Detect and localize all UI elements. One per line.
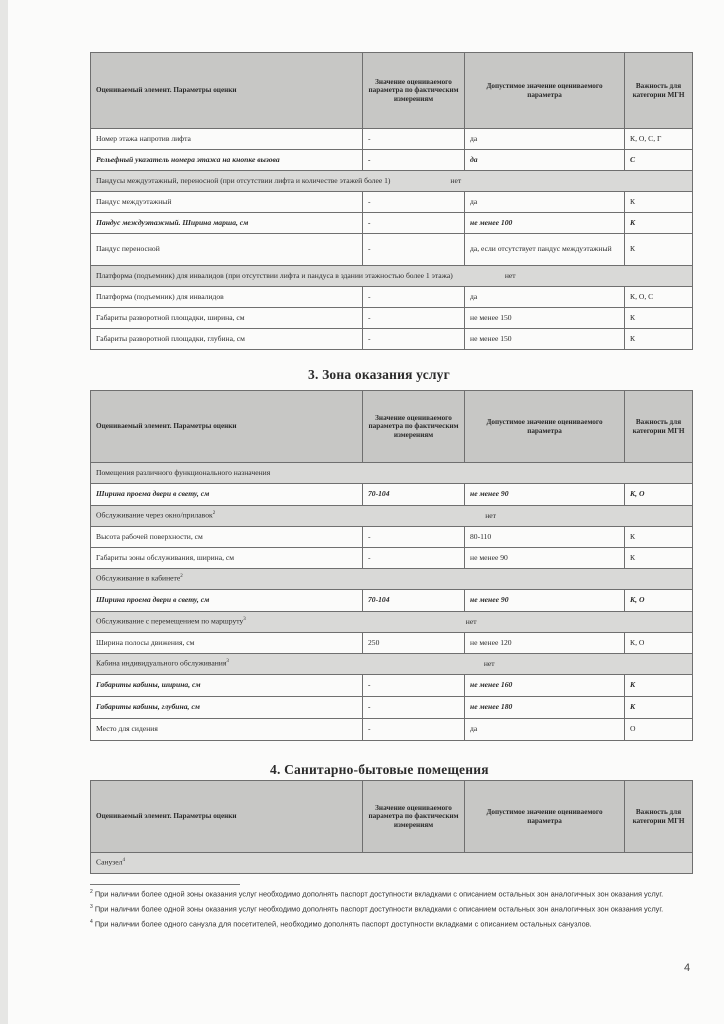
param-allowed: да — [465, 192, 625, 213]
section-label: Помещения различного функционального назначения — [96, 467, 271, 477]
param-importance: К — [625, 234, 693, 266]
table-row — [91, 633, 693, 654]
section-row — [91, 569, 693, 590]
param-value: - — [363, 287, 465, 308]
param-name: Ширина полосы движения, см — [91, 633, 363, 654]
header-importance: Важность для категории МГН — [625, 781, 693, 853]
footnote-divider — [90, 884, 240, 885]
table-row — [91, 308, 693, 329]
param-allowed: 80-110 — [465, 527, 625, 548]
footnote-ref: 2 — [180, 574, 183, 580]
table-row — [91, 213, 693, 234]
param-importance: О — [625, 719, 693, 741]
footnotes — [90, 884, 690, 935]
param-name: Пандус междуэтажный — [91, 192, 363, 213]
section-label: Платформа (подъемник) для инвалидов (при отсутствии лифта и пандуса в здании этажностью более 1 этажа) — [96, 270, 453, 280]
section-row — [91, 506, 693, 527]
footnote-ref: 2 — [212, 511, 216, 517]
param-name: Высота рабочей поверхности, см — [91, 527, 363, 548]
footnote-marker: 2 — [90, 889, 93, 895]
param-value: - — [363, 192, 465, 213]
header-element: Оцениваемый элемент. Параметры оценки — [91, 53, 363, 129]
param-allowed: не менее 150 — [465, 329, 625, 350]
param-name: Пандус переносной — [91, 234, 363, 266]
param-allowed: не менее 160 — [465, 675, 625, 697]
section-note: нет — [450, 175, 462, 185]
param-value: - — [363, 308, 465, 329]
section-label: Санузел — [96, 857, 123, 867]
param-importance: К, О, С — [625, 287, 693, 308]
param-name: Габариты разворотной площадки, глубина, см — [91, 329, 363, 350]
footnote — [90, 889, 690, 900]
table-header-row — [91, 781, 693, 853]
header-measured-value: Значение оцениваемого параметра по фактическим измерениям — [363, 53, 465, 129]
param-name: Габариты зоны обслуживания, ширина, см — [91, 548, 363, 569]
param-allowed: да — [465, 150, 625, 171]
section-note: нет — [485, 510, 496, 520]
param-name: Место для сидения — [91, 719, 363, 741]
section-note: нет — [465, 616, 477, 626]
section-label: Обслуживание в кабинете — [96, 573, 181, 583]
header-element: Оцениваемый элемент. Параметры оценки — [91, 391, 363, 463]
param-value: 70-104 — [363, 590, 465, 612]
footnote-text: При наличии более одного санузла для посетителей, необходимо дополнять паспорт доступности вкладками с описанием остальных санузлов. — [94, 919, 592, 929]
param-value: 250 — [363, 633, 465, 654]
header-element: Оцениваемый элемент. Параметры оценки — [91, 781, 363, 853]
param-importance: К — [625, 527, 693, 548]
param-value: - — [363, 329, 465, 350]
param-importance: К — [625, 213, 693, 234]
footnote — [90, 904, 690, 915]
section-label: Кабина индивидуального обслуживания — [96, 658, 227, 668]
table-header-row — [91, 391, 693, 463]
param-importance: К — [625, 675, 693, 697]
document-page — [8, 0, 724, 1024]
footnote-marker: 4 — [90, 919, 93, 926]
param-importance: К, О, С, Г — [625, 129, 693, 150]
header-importance: Важность для категории МГН — [625, 391, 693, 463]
footnote-marker: 3 — [90, 904, 93, 911]
param-allowed: не менее 120 — [465, 633, 625, 654]
header-allowed-value: Допустимое значение оцениваемого параметра — [465, 53, 625, 129]
section-row — [91, 463, 693, 484]
param-value: - — [363, 213, 465, 234]
param-allowed: не менее 100 — [465, 213, 625, 234]
param-value: - — [363, 150, 465, 171]
param-value: - — [363, 548, 465, 569]
section-4-title: 4. Санитарно-бытовые помещения — [270, 762, 489, 777]
param-value: - — [363, 129, 465, 150]
table-row — [91, 329, 693, 350]
param-importance: С — [625, 150, 693, 171]
param-allowed: да, если отсутствует пандус междуэтажный — [465, 234, 625, 266]
param-value: - — [363, 527, 465, 548]
table-row — [91, 548, 693, 569]
section-row — [91, 853, 693, 874]
param-value: - — [363, 719, 465, 741]
param-value: - — [363, 675, 465, 697]
param-importance: К — [625, 329, 693, 350]
footnote-ref: 3 — [243, 617, 246, 623]
param-name: Габариты разворотной площадки, ширина, см — [91, 308, 363, 329]
param-allowed: не менее 90 — [465, 590, 625, 612]
param-importance: К, О — [625, 633, 693, 654]
param-value: - — [363, 234, 465, 266]
param-name: Габариты кабины, ширина, см — [91, 675, 363, 697]
table-row — [91, 527, 693, 548]
section-label: Обслуживание через окно/прилавок — [96, 510, 213, 520]
param-name: Рельефный указатель номера этажа на кнопке вызова — [91, 150, 363, 171]
table-row — [91, 484, 693, 506]
param-name: Габариты кабины, глубина, см — [91, 697, 363, 719]
header-importance: Важность для категории МГН — [625, 53, 693, 129]
section-3-title: 3. Зона оказания услуг — [308, 367, 450, 382]
table-header-row — [91, 53, 693, 129]
section-note: нет — [504, 270, 516, 280]
service-zone-table — [90, 390, 693, 741]
section-label: Обслуживание с перемещением по маршруту — [96, 616, 244, 626]
footnote-text: При наличии более одной зоны оказания услуг необходимо дополнять паспорт доступности вкладками с описанием остальных зон аналогичных зон оказания услуг. — [94, 889, 664, 899]
param-importance: К — [625, 192, 693, 213]
table-row — [91, 719, 693, 741]
param-name: Платформа (подъемник) для инвалидов — [91, 287, 363, 308]
param-value: - — [363, 697, 465, 719]
table-row — [91, 129, 693, 150]
param-name: Ширина проема двери в свету, см — [91, 590, 363, 612]
section-row — [91, 654, 693, 675]
footnote-text: При наличии более одной зоны оказания услуг необходимо дополнять паспорт доступности вкладками с описанием остальных зон аналогичных зон оказания услуг. — [94, 904, 664, 914]
footnote — [90, 919, 690, 930]
table-row — [91, 234, 693, 266]
section-label: Пандусы междуэтажный, переносной (при отсутствии лифта и количестве этажей более 1) — [96, 175, 391, 185]
table-row — [91, 697, 693, 719]
elevator-ramp-table — [90, 52, 693, 350]
param-allowed: не менее 90 — [465, 548, 625, 569]
param-name: Номер этажа напротив лифта — [91, 129, 363, 150]
page-number: 4 — [684, 962, 691, 974]
param-importance: К, О — [625, 484, 693, 506]
param-allowed: не менее 90 — [465, 484, 625, 506]
section-row — [91, 171, 693, 192]
param-importance: К — [625, 548, 693, 569]
table-row — [91, 287, 693, 308]
header-measured-value: Значение оцениваемого параметра по фактическим измерениям — [363, 391, 465, 463]
section-row — [91, 266, 693, 287]
header-allowed-value: Допустимое значение оцениваемого параметра — [465, 391, 625, 463]
footnote-ref: 3 — [226, 659, 229, 665]
table-row — [91, 192, 693, 213]
footnote-ref: 4 — [122, 858, 125, 864]
param-value: 70-104 — [363, 484, 465, 506]
table-row — [91, 675, 693, 697]
sanitary-table — [90, 780, 693, 874]
param-allowed: не менее 180 — [465, 697, 625, 719]
param-name: Пандус междуэтажный. Ширина марша, см — [91, 213, 363, 234]
header-measured-value: Значение оцениваемого параметра по фактическим измерениям — [363, 781, 465, 853]
param-allowed: да — [465, 287, 625, 308]
param-importance: К — [625, 308, 693, 329]
param-importance: К — [625, 697, 693, 719]
section-row — [91, 612, 693, 633]
header-allowed-value: Допустимое значение оцениваемого параметра — [465, 781, 625, 853]
table-row — [91, 590, 693, 612]
param-importance: К, О — [625, 590, 693, 612]
section-note: нет — [483, 658, 495, 668]
param-allowed: да — [465, 129, 625, 150]
param-allowed: да — [465, 719, 625, 741]
param-allowed: не менее 150 — [465, 308, 625, 329]
param-name: Ширина проема двери в свету, см — [91, 484, 363, 506]
table-row — [91, 150, 693, 171]
